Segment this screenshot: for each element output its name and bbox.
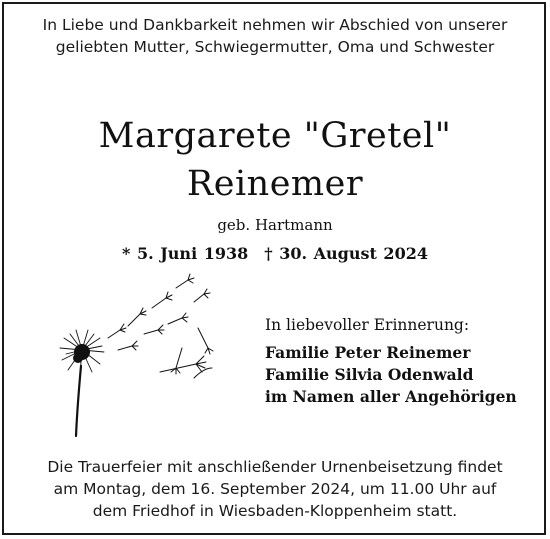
ceremony-line: Die Trauerfeier mit anschließender Urnenbeisetzung findet <box>47 458 503 476</box>
mourners-lead: In liebevoller Erinnerung: <box>265 316 470 334</box>
mourners-block <box>265 314 535 408</box>
mourner-name: Familie Silvia Odenwald <box>265 365 474 384</box>
mourner-name: Familie Peter Reinemer <box>265 343 471 362</box>
intro-line: In Liebe und Dankbarkeit nehmen wir Abschied von unserer <box>42 16 508 34</box>
birth-date: * 5. Juni 1938 <box>122 244 249 263</box>
dandelion-icon <box>48 268 223 438</box>
ceremony-line: am Montag, dem 16. September 2024, um 11.00 Uhr auf <box>53 480 497 498</box>
birth-name: geb. Hartmann <box>217 216 333 234</box>
ceremony-line: dem Friedhof in Wiesbaden-Kloppenheim statt. <box>92 502 458 520</box>
death-date: † 30. August 2024 <box>264 244 428 263</box>
name-line: Margarete "Gretel" <box>98 116 452 156</box>
ceremony-info <box>0 456 550 522</box>
name-line: Reinemer <box>186 164 364 204</box>
intro-line: geliebten Mutter, Schwiegermutter, Oma und Schwester <box>55 38 495 56</box>
deceased-name <box>0 112 550 208</box>
intro-text <box>0 14 550 58</box>
life-dates <box>0 242 550 266</box>
mourner-name: im Namen aller Angehörigen <box>265 387 517 406</box>
